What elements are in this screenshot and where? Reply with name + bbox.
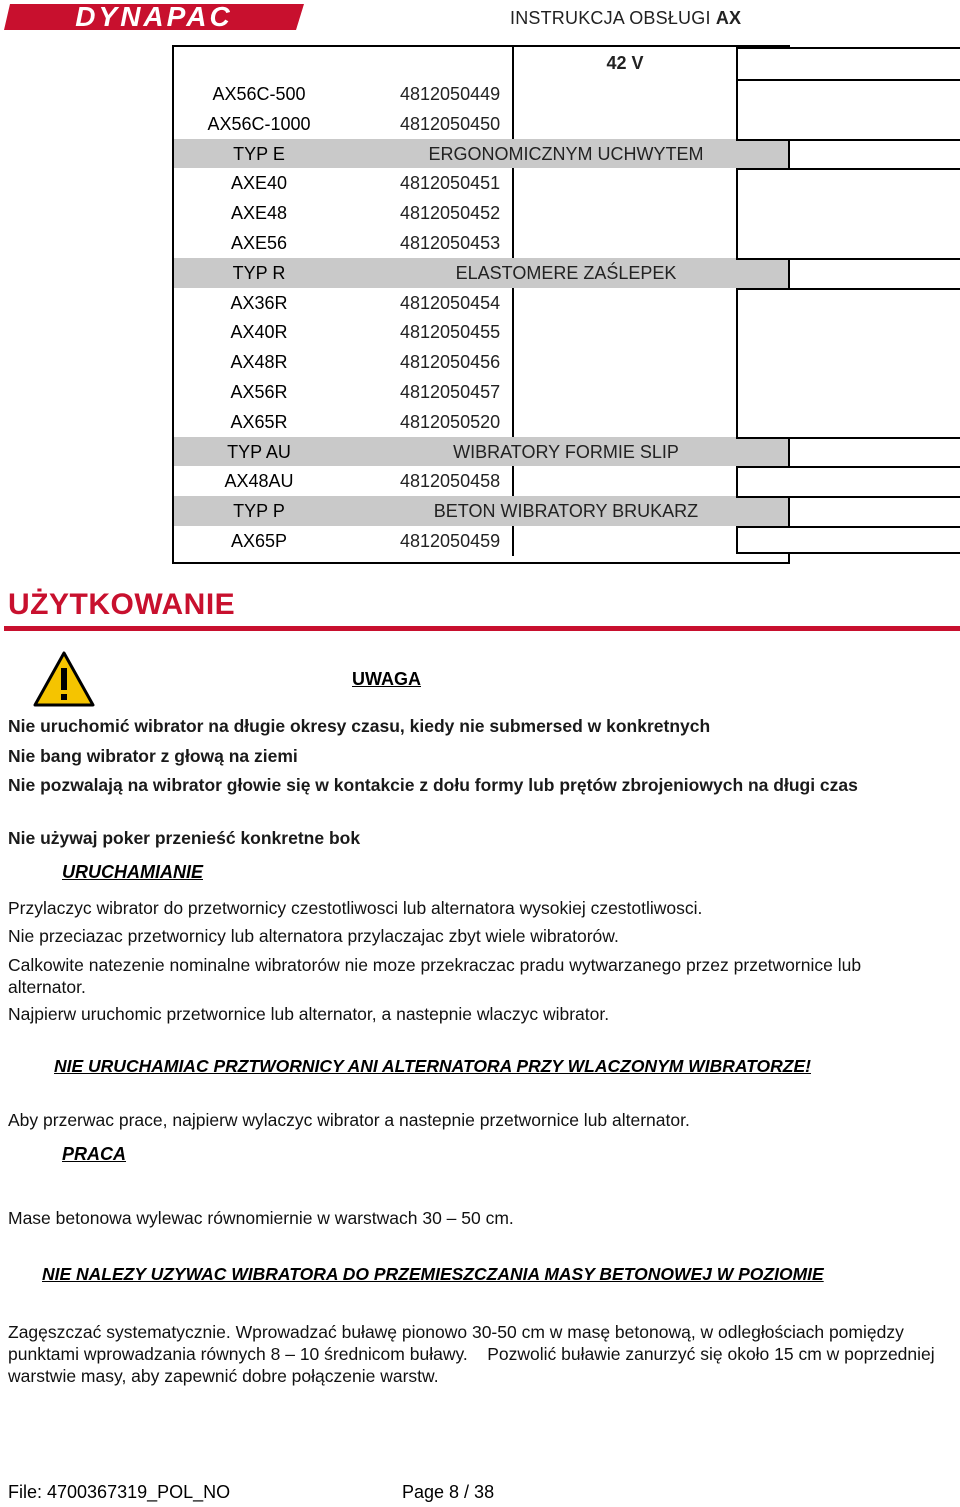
section-label-cell: ERGONOMICZNYM UCHWYTEM: [428, 143, 704, 164]
model-cell: AX48R: [230, 352, 288, 373]
warning-line: Nie używaj poker przenieść konkretne bok: [8, 828, 361, 848]
section-rule: [4, 626, 960, 631]
table-row: [174, 377, 788, 407]
warning-heading: UWAGA: [352, 669, 421, 689]
model-cell: AX56C-1000: [207, 113, 311, 134]
model-cell: AX65R: [230, 411, 288, 432]
table-row: [174, 347, 788, 377]
model-cell: TYP AU: [227, 441, 291, 462]
table-row: [174, 79, 788, 109]
parts-table: [172, 45, 790, 564]
part-code-cell: 4812050455: [400, 322, 501, 343]
model-cell: AX36R: [230, 292, 288, 313]
table-header-row: [174, 47, 788, 79]
start-paragraph: Calkowite natezenie nominalne wibratorów nie moze przekraczac pradu wytwarzanego przez przetwornice lub alternator.: [8, 955, 862, 997]
part-code-cell: 4812050520: [400, 411, 501, 432]
table-row: [174, 228, 788, 258]
table-empty-cell: [736, 288, 960, 439]
table-empty-cell: [736, 79, 960, 141]
warning-icon: [32, 650, 96, 708]
part-code-cell: 4812050458: [400, 471, 501, 492]
section-title: UŻYTKOWANIE: [8, 588, 236, 621]
table-empty-cell: [736, 466, 960, 498]
model-cell: TYP E: [233, 143, 285, 164]
warning-line: Nie bang wibrator z głową na ziemi: [8, 746, 298, 766]
start-caution: NIE URUCHAMIAC PRZTWORNICY ANI ALTERNATORA PRZY WLACZONYM WIBRATORZE!: [54, 1056, 811, 1076]
stop-note: Aby przerwac prace, najpierw wylaczyc wibrator a nastepnie przetwornice lub alternator.: [8, 1110, 690, 1130]
table-section-row: [174, 496, 788, 526]
footer-page: Page 8 / 38: [402, 1482, 495, 1502]
title-prefix: INSTRUKCJA OBSŁUGI: [510, 8, 711, 28]
start-paragraph: Przylaczyc wibrator do przetwornicy czestotliwosci lub alternatora wysokiej czestotliwosci.: [8, 898, 703, 918]
section-label-cell: BETON WIBRATORY BRUKARZ: [433, 501, 699, 522]
model-cell: TYP R: [232, 262, 286, 283]
part-code-cell: 4812050451: [400, 173, 501, 194]
model-cell: AXE56: [230, 233, 288, 253]
part-code-cell: 4812050454: [400, 292, 501, 313]
part-code-cell: 4812050450: [400, 113, 501, 134]
table-empty-cell: [736, 526, 960, 554]
part-code-cell: 4812050453: [400, 233, 501, 253]
part-code-cell: 4812050456: [400, 352, 501, 373]
table-row: [174, 407, 788, 437]
warning-line: Nie pozwalają na wibrator głowie się w kontakcie z dołu formy lub prętów zbrojeniowych na długi czas: [8, 775, 858, 795]
model-cell: TYP P: [233, 501, 285, 522]
table-row: [174, 168, 788, 198]
work-paragraph: Zagęszczać systematycznie. Wprowadzać buławę pionowo 30-50 cm w masę betonową, w odległościach pomiędzy punktami wprowadzania równych 8 – 10 średnicom buławy. Pozwolić buławie zanurzyć się około 15 cm w poprzedniej warstwie masy, aby zapewnić dobre połączenie warstw.: [8, 1322, 940, 1386]
table-row: [174, 317, 788, 347]
work-paragraph: Mase betonowa wylewac równomiernie w warstwach 30 – 50 cm.: [8, 1208, 514, 1228]
model-cell: AXE40: [230, 173, 288, 194]
table-section-row: [174, 258, 788, 288]
table-empty-cell: [736, 168, 960, 259]
footer-file: File: 4700367319_POL_NO: [8, 1482, 231, 1502]
model-cell: AX48AU: [224, 471, 294, 492]
work-heading: PRACA: [62, 1144, 127, 1164]
table-divider: [512, 288, 514, 437]
work-caution: NIE NALEZY UZYWAC WIBRATORA DO PRZEMIESZCZANIA MASY BETONOWEJ W POZIOMIE: [42, 1264, 824, 1284]
table-row: [174, 198, 788, 228]
start-paragraph: Nie przeciazac przetwornicy lub alternatora przylaczajac zbyt wiele wibratorów.: [8, 926, 619, 946]
model-cell: AX56C-500: [212, 84, 306, 104]
part-code-cell: 4812050452: [400, 203, 501, 224]
section-label-cell: WIBRATORY FORMIE SLIP: [453, 441, 679, 462]
voltage-header: 42 V: [606, 53, 644, 73]
table-row: [174, 526, 788, 556]
table-row: [174, 109, 788, 139]
table-divider: [512, 526, 514, 556]
logo-text: DYNAPAC: [75, 2, 233, 32]
table-row: [174, 466, 788, 496]
table-section-row: [174, 139, 788, 169]
table-row: [174, 288, 788, 318]
table-divider: [512, 79, 514, 139]
document-title: [510, 8, 741, 29]
model-cell: AX40R: [230, 322, 288, 343]
part-code-cell: 4812050457: [400, 382, 501, 402]
start-heading: URUCHAMIANIE: [62, 862, 203, 882]
part-code-cell: 4812050459: [400, 531, 501, 551]
section-label-cell: ELASTOMERE ZAŚLEPEK: [455, 262, 677, 283]
table-section-row: [174, 437, 788, 467]
model-cell: AXE48: [230, 203, 288, 224]
start-paragraph: Najpierw uruchomic przetwornice lub alternator, a nastepnie wlaczyc wibrator.: [8, 1004, 610, 1024]
dynapac-logo: [4, 2, 314, 32]
part-code-cell: 4812050449: [400, 84, 501, 104]
title-model: AX: [715, 8, 742, 28]
table-empty-cell: [736, 47, 960, 81]
warning-line: Nie uruchomić wibrator na długie okresy czasu, kiedy nie submersed w konkretnych: [8, 716, 711, 736]
table-divider: [512, 168, 514, 257]
model-cell: AX56R: [230, 382, 288, 402]
table-divider: [512, 466, 514, 496]
model-cell: AX65P: [230, 531, 288, 551]
